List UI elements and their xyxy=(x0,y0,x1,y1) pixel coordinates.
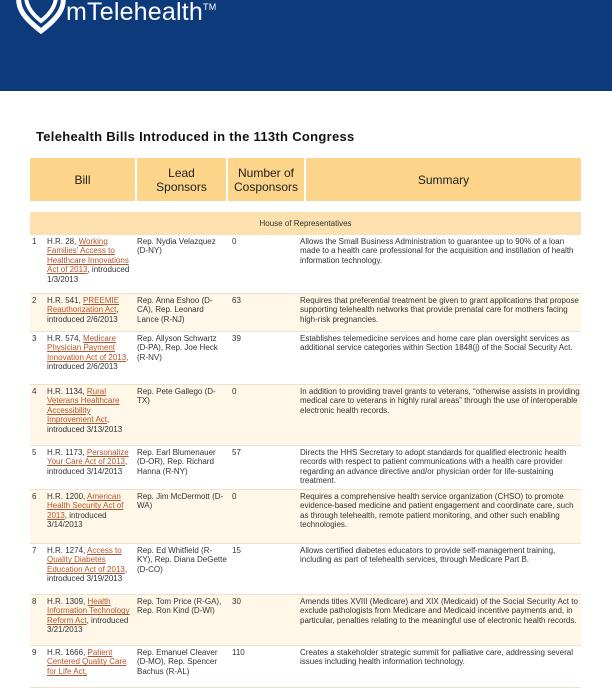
row-number: 4 xyxy=(32,387,37,396)
bill-link[interactable]: PREEMIE Reauthorization Act xyxy=(47,296,120,315)
summary-cell: Requires that preferential treatment be given to grant applications that propose supporting telehealth networks that provide prenatal care for mothers facing high-risk pregnancies. xyxy=(300,296,579,324)
bill-id: H.R. 574, xyxy=(47,334,81,343)
bill-introduced: , introduced 3/14/2013 xyxy=(47,510,107,530)
column-header-bill: Bill xyxy=(30,158,135,201)
heart-logo-icon xyxy=(16,0,66,34)
cosponsors-header-text: Number of Cosponsors xyxy=(233,165,299,194)
cosponsors-count: 110 xyxy=(232,648,245,657)
row-number: 8 xyxy=(32,597,37,606)
summary-cell: Amends titles XVIII (Medicare) and XIX (Medicaid) of the Social Security Act to exclude pathologists from Medicare and Medicaid incentive payments and, in particular, penalties relating to the meaningful use of electronic health records. xyxy=(300,597,578,625)
table-row xyxy=(30,446,581,490)
row-number: 2 xyxy=(32,296,37,305)
bill-cell xyxy=(47,296,135,324)
lead-sponsors-cell: Rep. Ed Whitfield (R-KY), Rep. Diana DeGette (D-CO) xyxy=(137,546,227,574)
row-number: 3 xyxy=(32,334,37,343)
table-row xyxy=(30,646,581,688)
table-header-row xyxy=(30,158,581,201)
page-title: Telehealth Bills Introduced in the 113th Congress xyxy=(36,129,355,144)
bill-introduced: , introduced 3/19/2013 xyxy=(47,564,128,584)
section-label-house: House of Representatives xyxy=(30,212,581,235)
bill-id: H.R. 1134, xyxy=(47,387,85,396)
row-number: 9 xyxy=(32,648,37,657)
row-number: 5 xyxy=(32,448,37,457)
bill-introduced: , introduced 3/13/2013 xyxy=(47,415,123,434)
column-header-cosponsors xyxy=(228,158,304,201)
bill-link[interactable]: Patient Centered Quality Care for Life Act, xyxy=(47,648,127,676)
lead-sponsors-cell: Rep. Allyson Schwartz (D-PA), Rep. Joe Heck (R-NV) xyxy=(137,334,218,362)
lead-sponsors-cell: Rep. Anna Eshoo (D-CA), Rep. Leonard Lance (R-NJ) xyxy=(137,296,213,324)
summary-cell: Establishes telemedicine services and home care plan oversight services as additional service categories within Section 1848(j) of the Social Security Act. xyxy=(300,334,573,353)
cosponsors-count: 30 xyxy=(232,597,241,606)
bill-id: H.R. 28, xyxy=(47,237,77,246)
bill-cell xyxy=(47,546,135,584)
summary-cell: Requires a comprehensive health service organization (CHSO) to promote evidence-based medicine and patient engagement and coordinate care, such as through telehealth, remote patient monitoring, and other such enabling technologies. xyxy=(300,492,574,530)
bill-cell xyxy=(47,334,135,372)
cosponsors-count: 0 xyxy=(232,237,237,246)
table-row xyxy=(30,385,581,446)
bill-link[interactable]: Medicare Physician Payment Innovation Act of 2013 xyxy=(47,334,127,362)
bill-introduced: , introduced 2/6/2013 xyxy=(47,305,119,324)
table-row xyxy=(30,544,581,595)
bill-link[interactable]: American Health Security Act of 2013 xyxy=(47,492,124,520)
bill-introduced: , introduced 3/14/2013 xyxy=(47,457,128,476)
table-row xyxy=(30,490,581,544)
row-number: 7 xyxy=(32,546,37,555)
column-header-lead-sponsors xyxy=(137,158,226,201)
bill-introduced: , introduced 3/21/2013 xyxy=(47,615,129,635)
bill-introduced: , introduced 2/6/2013 xyxy=(47,352,129,372)
bill-id: H.R. 1200, xyxy=(47,492,86,501)
brand-logo[interactable] xyxy=(16,0,216,36)
cosponsors-count: 57 xyxy=(232,448,241,457)
bill-introduced: , introduced 1/3/2013 xyxy=(47,265,130,284)
bill-id: H.R. 1274, xyxy=(47,546,86,555)
summary-cell: Directs the HHS Secretary to adopt standards for qualified electronic health records with respect to patient communications with a health care provider regarding an advance directive and/or physician order for life-sustaining treatment. xyxy=(300,448,567,486)
bill-cell xyxy=(47,448,135,476)
table-body xyxy=(30,235,581,688)
summary-cell: Creates a stakeholder strategic summit for palliative care, addressing several issues including health information technology. xyxy=(300,648,574,667)
table-row xyxy=(30,294,581,332)
lead-sponsors-cell: Rep. Emanuel Cleaver (D-MO), Rep. Spencer Bachus (R-AL) xyxy=(137,648,218,676)
column-header-summary: Summary xyxy=(306,158,581,201)
summary-cell: In addition to providing travel grants to veterans, “otherwise assists in providing medical care to veterans in highly rural areas” through the use of interoperable electronic health records. xyxy=(300,387,580,415)
bill-link[interactable]: Personalize Your Care Act of 2013 xyxy=(47,448,129,467)
row-number: 1 xyxy=(32,237,37,246)
cosponsors-count: 15 xyxy=(232,546,241,555)
lead-header-text: Lead Sponsors xyxy=(156,165,207,194)
bill-cell xyxy=(47,237,135,284)
row-number: 6 xyxy=(32,492,37,501)
bill-id: H.R. 541, xyxy=(47,296,81,305)
lead-sponsors-cell: Rep. Pete Gallego (D-TX) xyxy=(137,387,216,406)
bill-id: H.R. 1309, xyxy=(47,597,86,606)
site-header xyxy=(0,0,612,91)
bill-link[interactable]: Access to Quality Diabetes Education Act of 2013 xyxy=(47,546,125,574)
cosponsors-count: 0 xyxy=(232,492,237,501)
bill-cell xyxy=(47,492,135,530)
cosponsors-count: 0 xyxy=(232,387,237,396)
bill-link[interactable]: Rural Veterans Healthcare Accessibility Improvement Act xyxy=(47,387,120,425)
summary-cell: Allows certified diabetes educators to provide self-management training, including as part of telehealth services, through Medicare Part B. xyxy=(300,546,556,565)
table-row xyxy=(30,235,581,294)
cosponsors-count: 39 xyxy=(232,334,241,343)
cosponsors-count: 63 xyxy=(232,296,241,305)
lead-sponsors-cell: Rep. Nydia Velazquez (D-NY) xyxy=(137,237,216,256)
bill-link[interactable]: Working Families' Access to Healthcare Innovations Act of 2013 xyxy=(47,237,129,275)
brand-name: mTelehealth™ xyxy=(66,0,217,26)
bill-cell xyxy=(47,387,135,434)
trademark-mark: TM xyxy=(203,2,217,12)
bill-cell xyxy=(47,648,135,676)
bill-link[interactable]: Health Information Technology Reform Act xyxy=(47,597,130,625)
lead-sponsors-cell: Rep. Tom Price (R-GA), Rep. Ron Kind (D-WI) xyxy=(137,597,222,616)
bill-id: H.R. 1173, xyxy=(47,448,85,457)
bill-id: H.R. 1666, xyxy=(47,648,86,657)
table-row xyxy=(30,595,581,646)
table-row xyxy=(30,332,581,385)
summary-cell: Allows the Small Business Administration to guarantee up to 90% of a loan made to a health care professional for the acquisition and instillation of health information technology. xyxy=(300,237,574,265)
lead-sponsors-cell: Rep. Earl Blumenauer (D-OR), Rep. Richard Hanna (R-NY) xyxy=(137,448,216,476)
lead-sponsors-cell: Rep. Jim McDermott (D-WA) xyxy=(137,492,224,511)
bill-cell xyxy=(47,597,135,635)
